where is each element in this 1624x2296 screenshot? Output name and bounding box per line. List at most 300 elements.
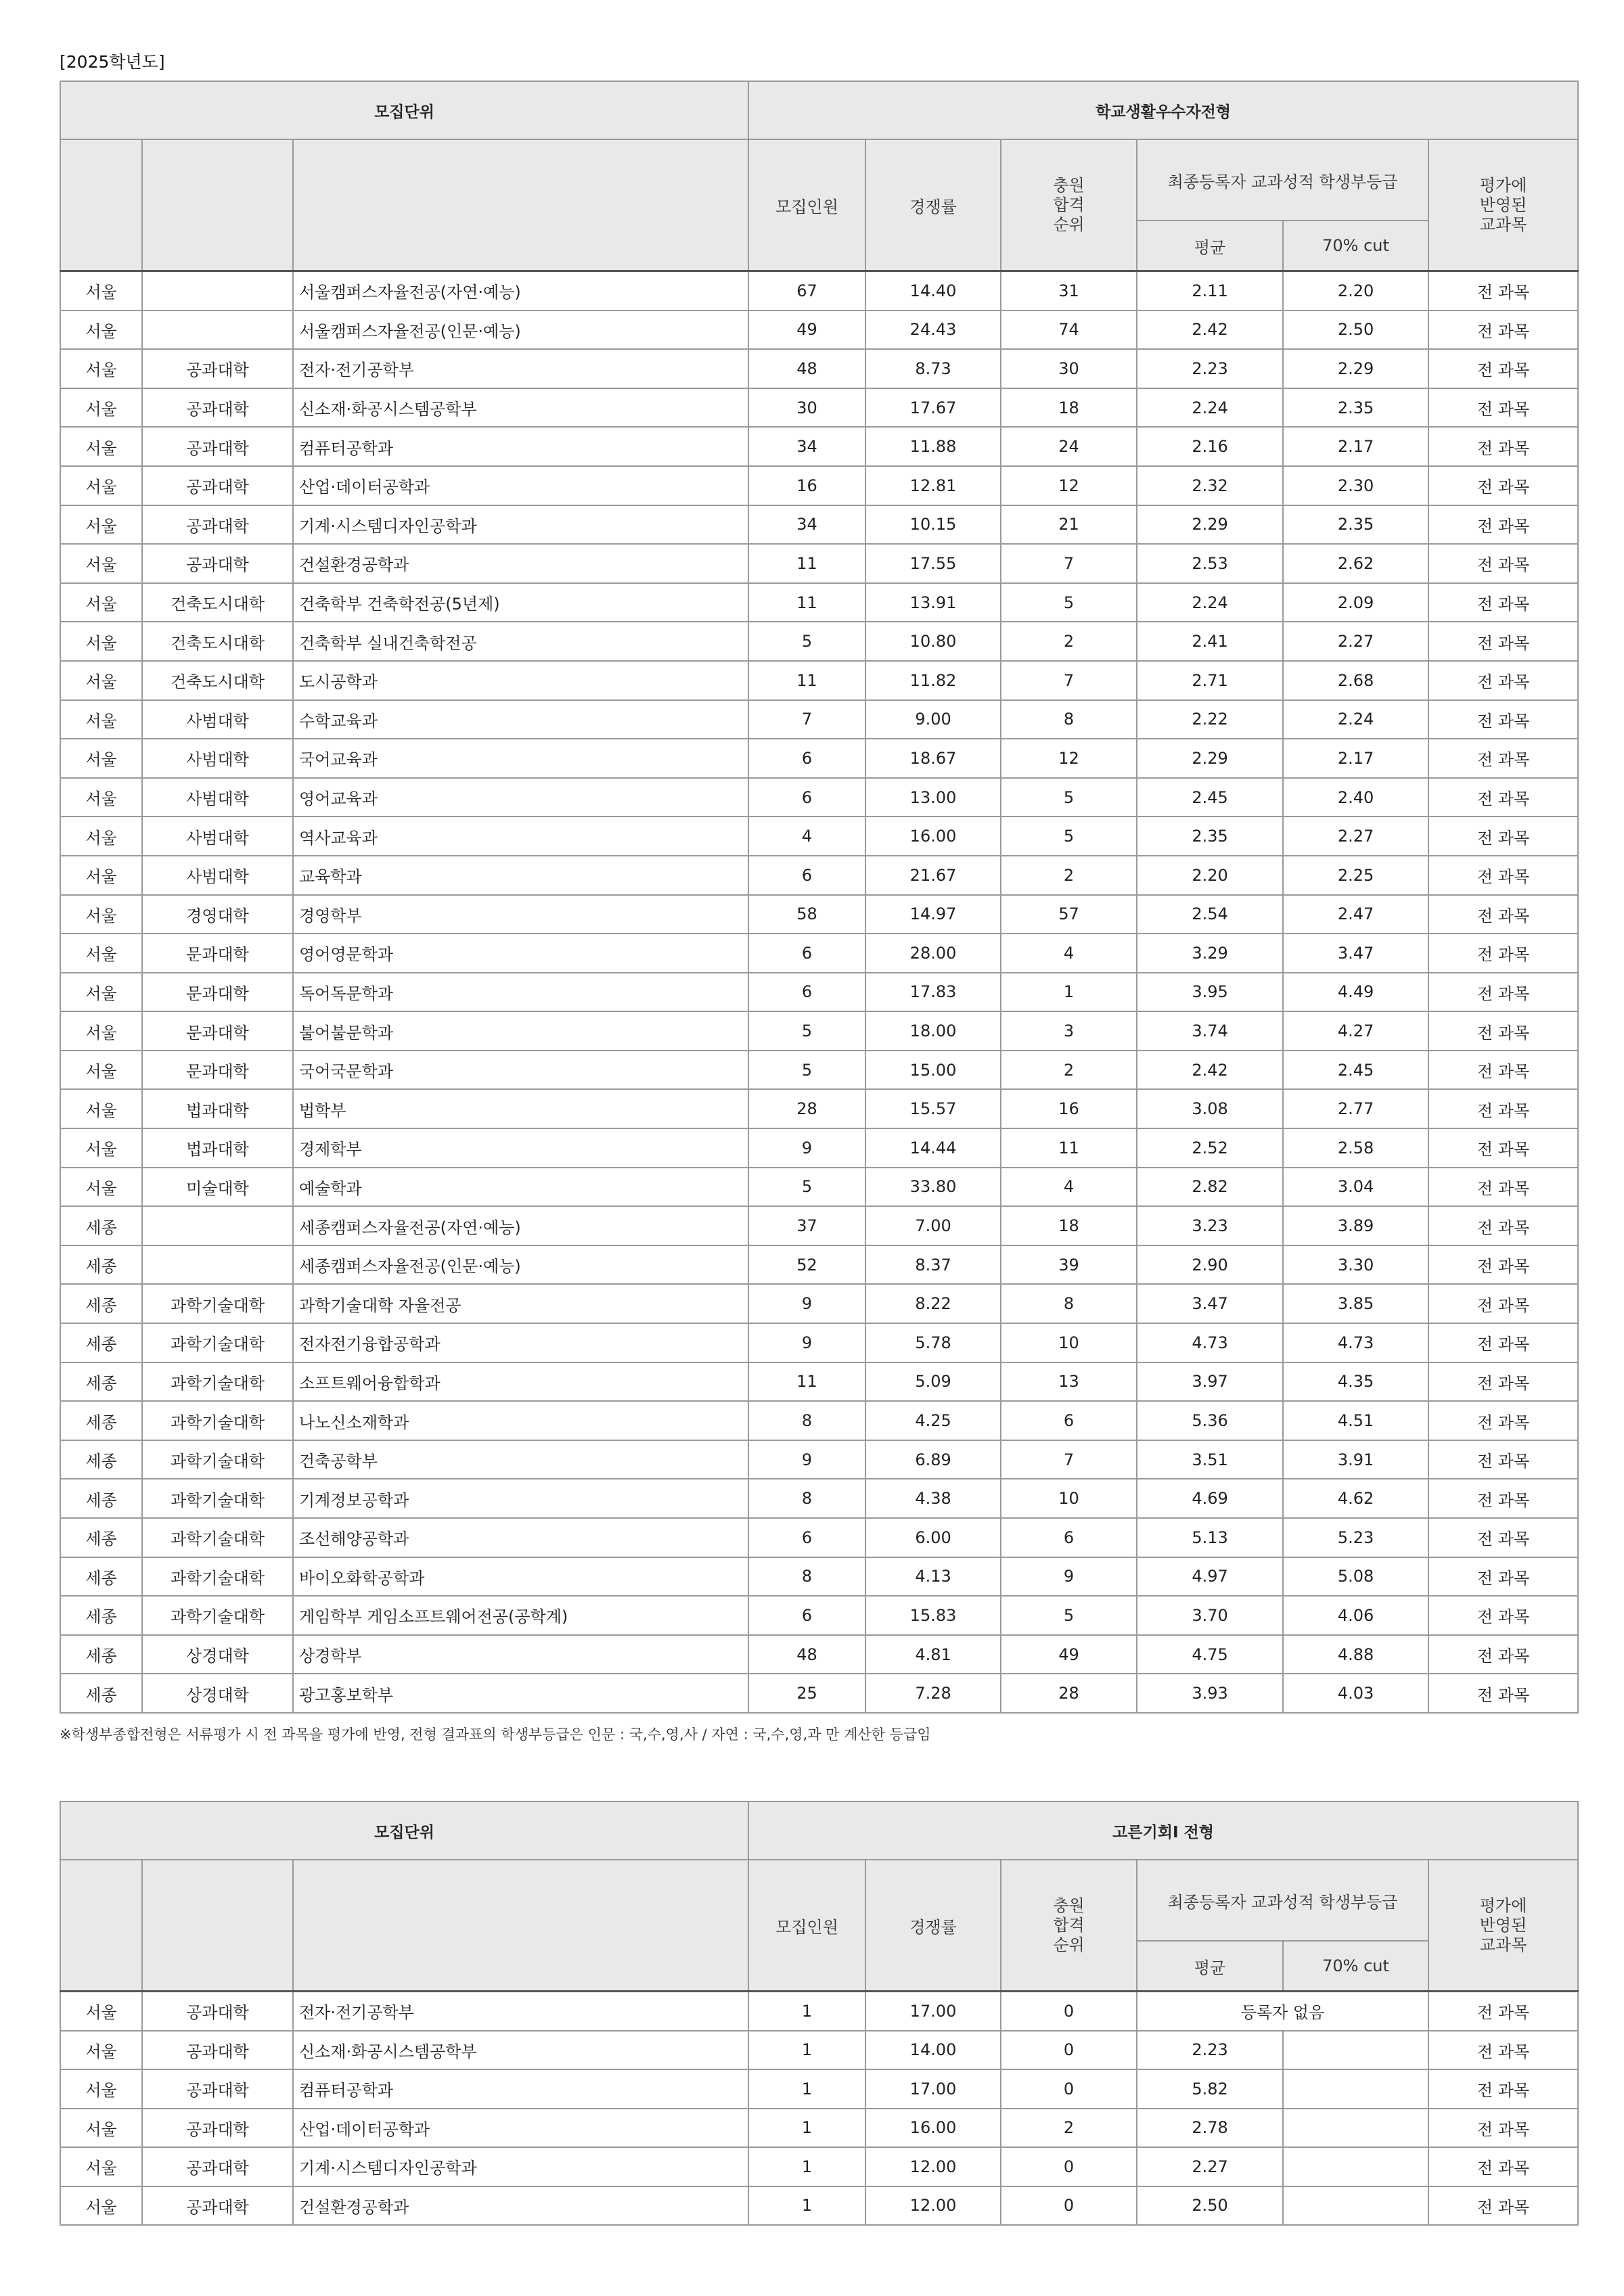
- cell-competition-rate: 4.81: [865, 1635, 1001, 1674]
- cell-subjects: 전 과목: [1428, 1557, 1578, 1597]
- table-row: [60, 622, 1578, 661]
- cell-additional-rank: 7: [1001, 1440, 1137, 1479]
- cell-grade-70-cut: 3.04: [1283, 1168, 1428, 1207]
- header-quota: 모집인원: [748, 1860, 865, 1992]
- table-row: [60, 1245, 1578, 1285]
- cell-grade-70-cut: 4.51: [1283, 1401, 1428, 1440]
- cell-college: 상경대학: [142, 1674, 293, 1713]
- cell-department: 예술학과: [293, 1168, 748, 1207]
- cell-campus: 서울: [60, 895, 142, 934]
- cell-additional-rank: 4: [1001, 934, 1137, 973]
- table-body: [60, 271, 1578, 1713]
- cell-department: 기계·시스템디자인공학과: [293, 2147, 748, 2186]
- cell-grade-70-cut: 3.85: [1283, 1284, 1428, 1323]
- cell-subjects: 전 과목: [1428, 1128, 1578, 1168]
- cell-competition-rate: 4.38: [865, 1479, 1001, 1518]
- header-70-cut: 70% cut: [1283, 221, 1428, 271]
- cell-campus: 세종: [60, 1518, 142, 1557]
- cell-college: 상경대학: [142, 1635, 293, 1674]
- table-row: [60, 1440, 1578, 1479]
- cell-campus: 세종: [60, 1401, 142, 1440]
- cell-subjects: 전 과목: [1428, 388, 1578, 428]
- cell-competition-rate: 13.00: [865, 778, 1001, 817]
- cell-grade-average: 2.42: [1137, 1051, 1283, 1090]
- cell-campus: 서울: [60, 427, 142, 466]
- cell-campus: 서울: [60, 856, 142, 895]
- cell-campus: 세종: [60, 1635, 142, 1674]
- cell-grade-70-cut: 2.50: [1283, 311, 1428, 350]
- cell-quota: 5: [748, 1168, 865, 1207]
- cell-subjects: 전 과목: [1428, 2109, 1578, 2148]
- cell-department: 세종캠퍼스자율전공(인문·예능): [293, 1245, 748, 1285]
- cell-grade-70-cut: 2.30: [1283, 466, 1428, 505]
- cell-college: 공과대학: [142, 2069, 293, 2109]
- cell-quota: 58: [748, 895, 865, 934]
- cell-quota: 11: [748, 544, 865, 583]
- cell-subjects: 전 과목: [1428, 271, 1578, 311]
- cell-grade-70-cut: 2.47: [1283, 895, 1428, 934]
- table-row: [60, 1518, 1578, 1557]
- cell-campus: 서울: [60, 934, 142, 973]
- cell-quota: 48: [748, 349, 865, 388]
- cell-college: 사범대학: [142, 739, 293, 778]
- cell-department: 세종캠퍼스자율전공(자연·예능): [293, 1206, 748, 1245]
- cell-department: 영어영문학과: [293, 934, 748, 973]
- cell-grade-average: 2.24: [1137, 583, 1283, 622]
- header-competition-rate: 경쟁률: [865, 139, 1001, 271]
- cell-grade-average: 2.29: [1137, 505, 1283, 545]
- cell-grade-70-cut: [1283, 2109, 1428, 2148]
- cell-department: 컴퓨터공학과: [293, 2069, 748, 2109]
- header-admission-type: 학교생활우수자전형: [748, 81, 1578, 139]
- cell-department: 건축공학부: [293, 1440, 748, 1479]
- cell-college: 과학기술대학: [142, 1284, 293, 1323]
- cell-quota: 11: [748, 661, 865, 700]
- table-row: [60, 856, 1578, 895]
- cell-grade-70-cut: 4.35: [1283, 1362, 1428, 1402]
- header-quota: 모집인원: [748, 139, 865, 271]
- cell-additional-rank: 39: [1001, 1245, 1137, 1285]
- cell-grade-70-cut: 2.45: [1283, 1051, 1428, 1090]
- cell-subjects: 전 과목: [1428, 1674, 1578, 1713]
- cell-college: 문과대학: [142, 1051, 293, 1090]
- cell-competition-rate: 18.00: [865, 1011, 1001, 1051]
- cell-campus: 서울: [60, 349, 142, 388]
- cell-grade-70-cut: 2.68: [1283, 661, 1428, 700]
- cell-additional-rank: 12: [1001, 466, 1137, 505]
- cell-college: 공과대학: [142, 2031, 293, 2070]
- cell-grade-70-cut: 4.88: [1283, 1635, 1428, 1674]
- cell-subjects: 전 과목: [1428, 1168, 1578, 1207]
- cell-grade-70-cut: 4.62: [1283, 1479, 1428, 1518]
- cell-additional-rank: 4: [1001, 1168, 1137, 1207]
- cell-grade-average: 2.20: [1137, 856, 1283, 895]
- cell-subjects: 전 과목: [1428, 1401, 1578, 1440]
- cell-subjects: 전 과목: [1428, 2147, 1578, 2186]
- cell-department: 교육학과: [293, 856, 748, 895]
- cell-subjects: 전 과목: [1428, 856, 1578, 895]
- cell-college: 공과대학: [142, 1992, 293, 2031]
- cell-department: 서울캠퍼스자율전공(자연·예능): [293, 271, 748, 311]
- cell-quota: 34: [748, 427, 865, 466]
- cell-grade-70-cut: 4.49: [1283, 973, 1428, 1012]
- cell-grade-average: 4.73: [1137, 1323, 1283, 1362]
- cell-competition-rate: 16.00: [865, 817, 1001, 856]
- cell-grade-70-cut: [1283, 2186, 1428, 2226]
- cell-competition-rate: 24.43: [865, 311, 1001, 350]
- cell-quota: 1: [748, 1992, 865, 2031]
- table-row: [60, 2109, 1578, 2148]
- cell-department: 전자·전기공학부: [293, 1992, 748, 2031]
- cell-competition-rate: 17.55: [865, 544, 1001, 583]
- cell-campus: 서울: [60, 1051, 142, 1090]
- header-college: [142, 1860, 293, 1992]
- cell-campus: 서울: [60, 1089, 142, 1128]
- cell-subjects: 전 과목: [1428, 311, 1578, 350]
- cell-college: 과학기술대학: [142, 1518, 293, 1557]
- table-row: [60, 2147, 1578, 2186]
- cell-competition-rate: 15.00: [865, 1051, 1001, 1090]
- table-row: [60, 271, 1578, 311]
- cell-college: 사범대학: [142, 700, 293, 739]
- cell-quota: 6: [748, 778, 865, 817]
- cell-competition-rate: 7.00: [865, 1206, 1001, 1245]
- header-unit: 모집단위: [60, 1801, 748, 1860]
- cell-grade-70-cut: 4.06: [1283, 1596, 1428, 1635]
- cell-college: 사범대학: [142, 778, 293, 817]
- cell-additional-rank: 0: [1001, 2147, 1137, 2186]
- header-campus: [60, 1860, 142, 1992]
- header-subjects: 평가에 반영된 교과목: [1428, 1860, 1578, 1992]
- table-row: [60, 1168, 1578, 1207]
- cell-grade-average: 3.23: [1137, 1206, 1283, 1245]
- header-average: 평균: [1137, 1941, 1283, 1992]
- cell-subjects: 전 과목: [1428, 661, 1578, 700]
- cell-college: 법과대학: [142, 1128, 293, 1168]
- header-admission-type: 고른기회Ⅰ 전형: [748, 1801, 1578, 1860]
- cell-additional-rank: 6: [1001, 1401, 1137, 1440]
- cell-competition-rate: 14.00: [865, 2031, 1001, 2070]
- cell-subjects: 전 과목: [1428, 466, 1578, 505]
- cell-department: 전자·전기공학부: [293, 349, 748, 388]
- cell-grade-average: 2.29: [1137, 739, 1283, 778]
- header-70-cut: 70% cut: [1283, 1941, 1428, 1992]
- cell-additional-rank: 24: [1001, 427, 1137, 466]
- cell-college: 미술대학: [142, 1168, 293, 1207]
- cell-additional-rank: 13: [1001, 1362, 1137, 1402]
- cell-additional-rank: 2: [1001, 856, 1137, 895]
- cell-quota: 28: [748, 1089, 865, 1128]
- table-row: [60, 427, 1578, 466]
- cell-campus: 세종: [60, 1557, 142, 1597]
- cell-college: 건축도시대학: [142, 583, 293, 622]
- cell-college: [142, 1206, 293, 1245]
- cell-college: [142, 271, 293, 311]
- cell-campus: 서울: [60, 544, 142, 583]
- table-row: [60, 895, 1578, 934]
- table-row: [60, 934, 1578, 973]
- cell-additional-rank: 3: [1001, 1011, 1137, 1051]
- cell-college: [142, 1245, 293, 1285]
- cell-additional-rank: 16: [1001, 1089, 1137, 1128]
- cell-department: 나노신소재학과: [293, 1401, 748, 1440]
- cell-additional-rank: 12: [1001, 739, 1137, 778]
- header-campus: [60, 139, 142, 271]
- cell-college: 과학기술대학: [142, 1479, 293, 1518]
- cell-grade-70-cut: 4.27: [1283, 1011, 1428, 1051]
- cell-college: 과학기술대학: [142, 1596, 293, 1635]
- cell-competition-rate: 11.82: [865, 661, 1001, 700]
- cell-competition-rate: 5.78: [865, 1323, 1001, 1362]
- cell-campus: 세종: [60, 1206, 142, 1245]
- cell-campus: 서울: [60, 1128, 142, 1168]
- cell-competition-rate: 4.13: [865, 1557, 1001, 1597]
- cell-quota: 8: [748, 1479, 865, 1518]
- table-row: [60, 700, 1578, 739]
- cell-campus: 서울: [60, 2109, 142, 2148]
- cell-campus: 서울: [60, 1011, 142, 1051]
- cell-grade-70-cut: 2.35: [1283, 388, 1428, 428]
- cell-quota: 1: [748, 2147, 865, 2186]
- cell-subjects: 전 과목: [1428, 622, 1578, 661]
- cell-grade-average: 2.23: [1137, 349, 1283, 388]
- header-subjects: 평가에 반영된 교과목: [1428, 139, 1578, 271]
- cell-subjects: 전 과목: [1428, 1362, 1578, 1402]
- cell-competition-rate: 6.89: [865, 1440, 1001, 1479]
- cell-subjects: 전 과목: [1428, 1635, 1578, 1674]
- cell-grade-70-cut: 2.09: [1283, 583, 1428, 622]
- cell-grade-average: 2.50: [1137, 2186, 1283, 2226]
- cell-campus: 세종: [60, 1362, 142, 1402]
- cell-grade-70-cut: [1283, 2069, 1428, 2109]
- cell-competition-rate: 12.81: [865, 466, 1001, 505]
- table-row: [60, 1206, 1578, 1245]
- cell-subjects: 전 과목: [1428, 934, 1578, 973]
- cell-campus: 서울: [60, 466, 142, 505]
- cell-additional-rank: 31: [1001, 271, 1137, 311]
- cell-department: 산업·데이터공학과: [293, 2109, 748, 2148]
- cell-subjects: 전 과목: [1428, 1323, 1578, 1362]
- cell-additional-rank: 6: [1001, 1518, 1137, 1557]
- table-row: [60, 2031, 1578, 2070]
- cell-department: 건축학부 실내건축학전공: [293, 622, 748, 661]
- admission-table-equal-opportunity: [60, 1801, 1579, 2226]
- cell-grade-70-cut: 2.77: [1283, 1089, 1428, 1128]
- cell-grade-average: 4.75: [1137, 1635, 1283, 1674]
- cell-subjects: 전 과목: [1428, 700, 1578, 739]
- cell-campus: 세종: [60, 1284, 142, 1323]
- header-average: 평균: [1137, 221, 1283, 271]
- cell-quota: 5: [748, 1011, 865, 1051]
- cell-quota: 16: [748, 466, 865, 505]
- cell-department: 건설환경공학과: [293, 544, 748, 583]
- cell-grade-average: 5.82: [1137, 2069, 1283, 2109]
- cell-subjects: 전 과목: [1428, 1051, 1578, 1090]
- cell-subjects: 전 과목: [1428, 349, 1578, 388]
- cell-college: 공과대학: [142, 544, 293, 583]
- cell-campus: 서울: [60, 2031, 142, 2070]
- cell-grade-average: 3.97: [1137, 1362, 1283, 1402]
- admission-table-school-life: [60, 81, 1579, 1714]
- table-row: [60, 505, 1578, 545]
- cell-quota: 11: [748, 583, 865, 622]
- cell-grade-average: 2.27: [1137, 2147, 1283, 2186]
- cell-competition-rate: 17.67: [865, 388, 1001, 428]
- table-body: [60, 1992, 1578, 2226]
- cell-department: 영어교육과: [293, 778, 748, 817]
- cell-grade-average: 3.51: [1137, 1440, 1283, 1479]
- cell-additional-rank: 8: [1001, 700, 1137, 739]
- cell-additional-rank: 28: [1001, 1674, 1137, 1713]
- cell-grade-average: 2.78: [1137, 2109, 1283, 2148]
- cell-campus: 세종: [60, 1323, 142, 1362]
- footnote: ※학생부종합전형은 서류평가 시 전 과목을 평가에 반영, 전형 결과표의 학생부등급은 인문 : 국,수,영,사 / 자연 : 국,수,영,과 만 계산한 등급임: [60, 1726, 931, 1743]
- cell-competition-rate: 6.00: [865, 1518, 1001, 1557]
- cell-campus: 서울: [60, 1992, 142, 2031]
- cell-grade-average: 2.42: [1137, 311, 1283, 350]
- cell-campus: 서울: [60, 661, 142, 700]
- cell-quota: 4: [748, 817, 865, 856]
- cell-quota: 1: [748, 2109, 865, 2148]
- cell-grade-70-cut: 2.40: [1283, 778, 1428, 817]
- table-row: [60, 544, 1578, 583]
- table-row: [60, 1051, 1578, 1090]
- cell-grade-average: 4.69: [1137, 1479, 1283, 1518]
- cell-competition-rate: 5.09: [865, 1362, 1001, 1402]
- table-row: [60, 1596, 1578, 1635]
- cell-department: 광고홍보학부: [293, 1674, 748, 1713]
- cell-grade-70-cut: 2.17: [1283, 427, 1428, 466]
- cell-subjects: 전 과목: [1428, 817, 1578, 856]
- cell-grade-average: 3.70: [1137, 1596, 1283, 1635]
- cell-quota: 9: [748, 1323, 865, 1362]
- cell-grade-average: 2.16: [1137, 427, 1283, 466]
- cell-quota: 11: [748, 1362, 865, 1402]
- cell-grade-average: 2.53: [1137, 544, 1283, 583]
- cell-grade-70-cut: 5.08: [1283, 1557, 1428, 1597]
- table-row: [60, 2069, 1578, 2109]
- cell-quota: 6: [748, 1518, 865, 1557]
- cell-subjects: 전 과목: [1428, 973, 1578, 1012]
- cell-department: 게임학부 게임소프트웨어전공(공학계): [293, 1596, 748, 1635]
- cell-additional-rank: 0: [1001, 2186, 1137, 2226]
- cell-additional-rank: 0: [1001, 2069, 1137, 2109]
- cell-quota: 9: [748, 1284, 865, 1323]
- cell-department: 경제학부: [293, 1128, 748, 1168]
- cell-campus: 서울: [60, 583, 142, 622]
- cell-subjects: 전 과목: [1428, 544, 1578, 583]
- cell-additional-rank: 30: [1001, 349, 1137, 388]
- header-additional-rank: 충원 합격 순위: [1001, 1860, 1137, 1992]
- cell-college: 공과대학: [142, 388, 293, 428]
- cell-department: 산업·데이터공학과: [293, 466, 748, 505]
- cell-college: 공과대학: [142, 466, 293, 505]
- cell-college: 건축도시대학: [142, 661, 293, 700]
- cell-quota: 30: [748, 388, 865, 428]
- table-row: [60, 1479, 1578, 1518]
- cell-competition-rate: 21.67: [865, 856, 1001, 895]
- cell-competition-rate: 18.67: [865, 739, 1001, 778]
- cell-college: 공과대학: [142, 505, 293, 545]
- cell-subjects: 전 과목: [1428, 1992, 1578, 2031]
- cell-quota: 48: [748, 1635, 865, 1674]
- cell-department: 바이오화학공학과: [293, 1557, 748, 1597]
- cell-quota: 1: [748, 2069, 865, 2109]
- cell-campus: 서울: [60, 2069, 142, 2109]
- cell-grade-70-cut: 2.35: [1283, 505, 1428, 545]
- cell-subjects: 전 과목: [1428, 1479, 1578, 1518]
- cell-subjects: 전 과목: [1428, 778, 1578, 817]
- table-row: [60, 388, 1578, 428]
- table-row: [60, 1362, 1578, 1402]
- cell-subjects: 전 과목: [1428, 1440, 1578, 1479]
- page-title: [2025학년도]: [60, 52, 165, 72]
- cell-grade-70-cut: 2.62: [1283, 544, 1428, 583]
- cell-grade-average: 2.52: [1137, 1128, 1283, 1168]
- cell-college: 사범대학: [142, 817, 293, 856]
- cell-quota: 25: [748, 1674, 865, 1713]
- cell-quota: 7: [748, 700, 865, 739]
- cell-department: 기계정보공학과: [293, 1479, 748, 1518]
- cell-campus: 서울: [60, 973, 142, 1012]
- cell-grade-average: 2.23: [1137, 2031, 1283, 2070]
- cell-additional-rank: 0: [1001, 1992, 1137, 2031]
- cell-quota: 6: [748, 973, 865, 1012]
- cell-grade-70-cut: 5.23: [1283, 1518, 1428, 1557]
- cell-campus: 세종: [60, 1440, 142, 1479]
- cell-quota: 37: [748, 1206, 865, 1245]
- header-grade-group: 최종등록자 교과성적 학생부등급: [1137, 1860, 1428, 1941]
- cell-department: 법학부: [293, 1089, 748, 1128]
- cell-grade-average: 2.11: [1137, 271, 1283, 311]
- table-row: [60, 778, 1578, 817]
- table-row: [60, 1011, 1578, 1051]
- cell-campus: 서울: [60, 739, 142, 778]
- cell-department: 과학기술대학 자율전공: [293, 1284, 748, 1323]
- cell-grade-average: 3.95: [1137, 973, 1283, 1012]
- cell-department: 역사교육과: [293, 817, 748, 856]
- cell-campus: 서울: [60, 700, 142, 739]
- cell-college: 공과대학: [142, 427, 293, 466]
- cell-grade-average: 3.74: [1137, 1011, 1283, 1051]
- cell-college: [142, 311, 293, 350]
- cell-additional-rank: 10: [1001, 1323, 1137, 1362]
- table-row: [60, 1323, 1578, 1362]
- cell-grade-70-cut: 2.24: [1283, 700, 1428, 739]
- header-additional-rank: 충원 합격 순위: [1001, 139, 1137, 271]
- cell-department: 수학교육과: [293, 700, 748, 739]
- cell-competition-rate: 28.00: [865, 934, 1001, 973]
- cell-additional-rank: 5: [1001, 778, 1137, 817]
- cell-grade-average: 2.41: [1137, 622, 1283, 661]
- cell-campus: 세종: [60, 1245, 142, 1285]
- cell-college: 문과대학: [142, 934, 293, 973]
- cell-college: 사범대학: [142, 856, 293, 895]
- cell-campus: 서울: [60, 2147, 142, 2186]
- cell-campus: 세종: [60, 1596, 142, 1635]
- cell-subjects: 전 과목: [1428, 1518, 1578, 1557]
- cell-campus: 서울: [60, 388, 142, 428]
- table-row: [60, 2186, 1578, 2226]
- cell-grade-average: 5.13: [1137, 1518, 1283, 1557]
- cell-subjects: 전 과목: [1428, 1596, 1578, 1635]
- cell-competition-rate: 13.91: [865, 583, 1001, 622]
- cell-college: 공과대학: [142, 349, 293, 388]
- cell-subjects: 전 과목: [1428, 2069, 1578, 2109]
- cell-additional-rank: 2: [1001, 1051, 1137, 1090]
- cell-competition-rate: 33.80: [865, 1168, 1001, 1207]
- cell-quota: 6: [748, 1596, 865, 1635]
